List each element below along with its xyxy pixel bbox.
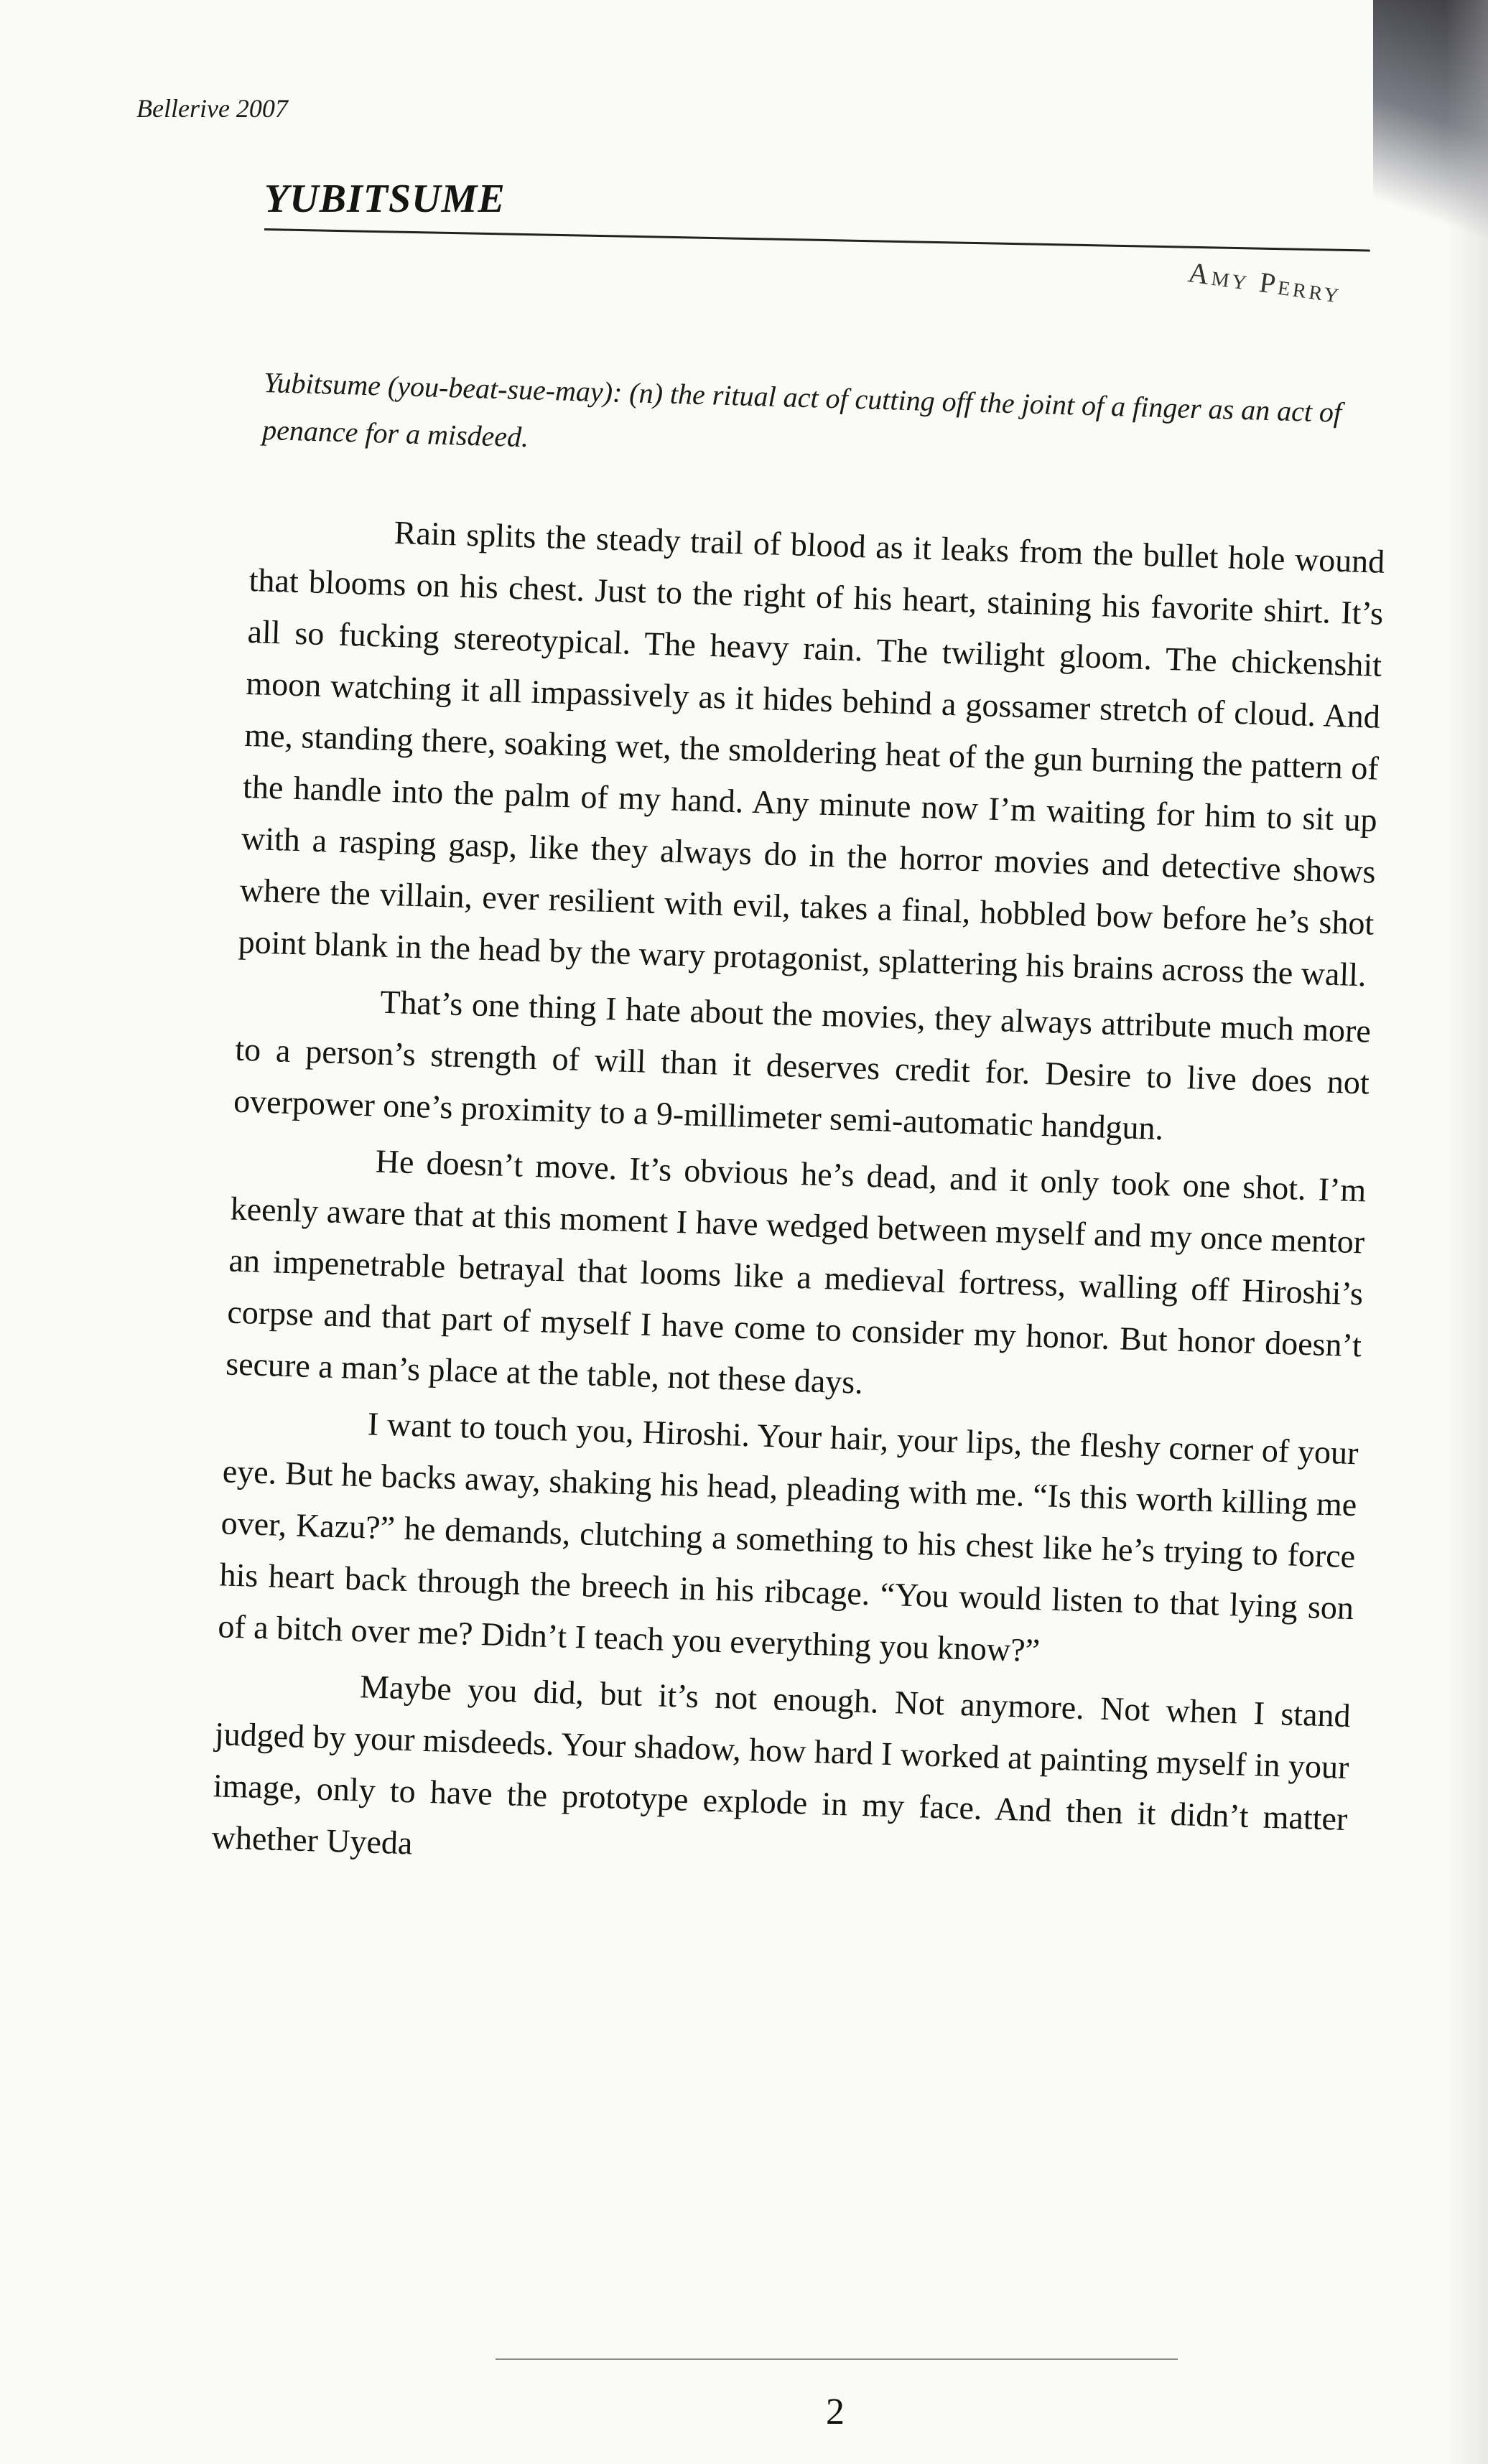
title-rule: [264, 228, 1370, 252]
story-body: [211, 503, 1386, 1901]
paragraph-1: Rain splits the steady trail of blood as it leaks from the bullet hole wound that blooms on his chest. Just to the right of his heart, staining his favorite shirt. It’s all so fucking stereotypical. The heavy rain. The twilight gloom. The chickenshit moon watching it all impassively as it hides behind a gossamer stretch of cloud. And me, standing there, soaking wet, the smoldering heat of the gun burning the pattern of the handle into the palm of my hand. Any minute now I’m waiting for him to sit up with a rasping gasp, like they always do in the horror movies and detective shows where the villain, ever resilient with evil, takes a final, hobbled bow before he’s shot point blank in the head by the wary protagonist, splattering his brains across the wall.: [238, 513, 1386, 994]
page-edge-shadow: [1445, 0, 1488, 2464]
story-title: YUBITSUME: [264, 177, 506, 221]
paragraph-4: I want to touch you, Hiroshi. Your hair, your lips, the fleshy corner of your eye. But he backs away, shaking his head, pleading with me. “Is this worth killing me over, Kazu?” he demands, clutching a something to his chest like he’s trying to force his heart back through the breech in his ribcage. “You would listen to that lying son of a bitch over me? Didn’t I teach you everything you know?”: [217, 1405, 1359, 1669]
epigraph: Yubitsume (you-beat-sue-may): (n) the ritual act of cutting off the joint of a finger as an act of penance for a misdeed.: [261, 365, 1342, 454]
paragraph-2: That’s one thing I hate about the movies, they always attribute much more to a person’s strength of will than it deserves credit for. Desire to live does not overpower one’s proximity to a 9-millimeter semi-automatic handgun.: [233, 983, 1372, 1147]
page-number: 2: [826, 2391, 845, 2432]
paragraph-3: He doesn’t move. It’s obvious he’s dead, and it only took one shot. I’m keenly aware that at this moment I have wedged between myself and my once mentor an impenetrable betrayal that looms like a medieval fortress, walling off Hiroshi’s corpse and that part of myself I have come to consider my honor. But honor doesn’t secure a man’s place at the table, not these days.: [225, 1142, 1367, 1401]
running-head: Bellerive 2007: [136, 94, 288, 123]
footer-rule: [496, 2358, 1178, 2360]
author-name: Amy Perry: [1186, 256, 1344, 309]
paragraph-5: Maybe you did, but it’s not enough. Not anymore. Not when I stand judged by your misdeeds. Your shadow, how hard I worked at painting myself in your image, only to have the prototype explode in my face. And then it didn’t matter whether Uyeda: [211, 1668, 1352, 1862]
